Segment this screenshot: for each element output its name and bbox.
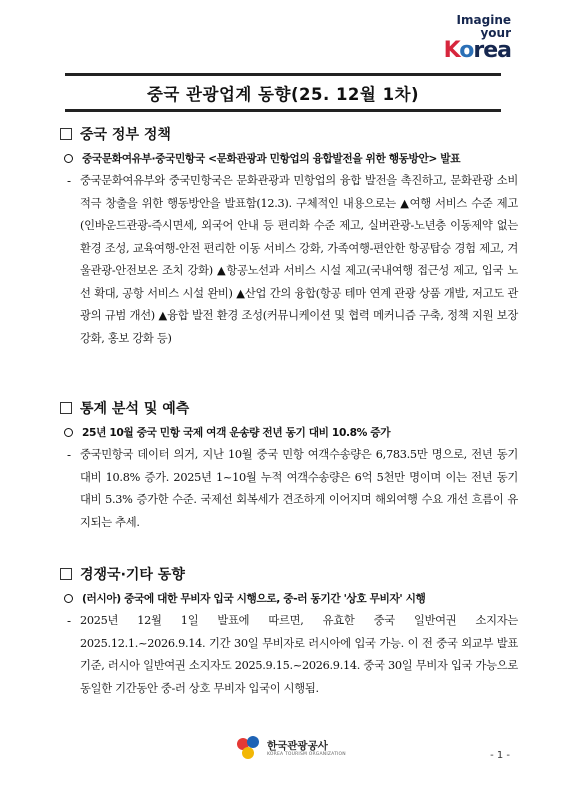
document-title: 중국 관광업계 동향(25. 12월 1차)	[146, 84, 420, 104]
section-paragraph: - 2025년 12월 1일 발표에 따르면, 유효한 중국 일반여권 소지자는 2025.12.1.~2026.9.14. 기간 30일 무비자로 러시아에 입국 가능. 이 전 중국 외교부 발표 기준, 러시아 일반여권 소지자도 2025.9.15.~2026.9.14. 중국 30일 무비자 입국 가능으로 동일한 기간동안 중-러 상호 무비자 입국이 시행됨.	[58, 610, 518, 700]
circle-bullet-icon	[64, 154, 73, 163]
page-number: - 1 -	[490, 750, 510, 761]
document-title-box	[65, 73, 501, 112]
circle-bullet-icon	[64, 428, 73, 437]
section-bullet: 25년 10월 중국 민항 국제 여객 운송량 전년 동기 대비 10.8% 증가	[58, 425, 518, 440]
circle-bullet-icon	[64, 594, 73, 603]
checkbox-square-icon	[60, 402, 72, 414]
kto-subtitle: KOREA TOURISM ORGANIZATION	[267, 751, 346, 757]
checkbox-square-icon	[60, 128, 72, 140]
section-heading: 경쟁국·기타 동향	[58, 564, 518, 584]
kto-logo	[237, 733, 346, 763]
section-paragraph: - 중국문화여유부와 중국민항국은 문화관광과 민항업의 융합 발전을 촉진하고, 문화관광 소비 적극 창출을 위한 행동방안을 발표함(12.3). 구체적인 내용으로는 ▲여행 서비스 수준 제고(인바운드관광-즉시면세, 외국어 안내 등 편리화 수준 제고, 실버관광-노년층 이동제약 없는 환경 조성, 교육여행-안전 편리한 이동 서비스 강화, 가족여행-편안한 항공탑승 경험 제고, 겨울관광-안전보온 조치 강화) ▲항공노선과 서비스 시설 제고(국내여행 접근성 제고, 입국 노선 확대, 공항 서비스 시설 완비) ▲산업 간의 융합(항공 테마 연계 관광 상품 개발, 저고도 관광의 규범 개선) ▲융합 발전 환경 조성(커뮤니케이션 및 협력 메커니즘 구축, 정책 지원 보장 강화, 홍보 강화 등)	[58, 170, 518, 350]
section-heading: 통계 분석 및 예측	[58, 398, 518, 418]
logo-line-your: your	[480, 26, 511, 40]
dash-marker: -	[66, 614, 72, 628]
checkbox-square-icon	[60, 568, 72, 580]
section-paragraph: - 중국민항국 데이터 의거, 지난 10월 중국 민항 여객수송량은 6,783.5만 명으로, 전년 동기 대비 10.8% 증가. 2025년 1~10월 누적 여객수송량은 6억 5천만 명이며 이는 전년 동기 대비 5.3% 증가한 수준. 국제선 회복세가 견조하게 이어지며 해외여행 수요 개선 흐름이 유지되는 추세.	[58, 444, 518, 534]
section-china-policy	[58, 124, 518, 350]
section-heading: 중국 정부 정책	[58, 124, 518, 144]
dash-marker: -	[66, 174, 72, 188]
section-competitors	[58, 564, 518, 700]
kto-name: 한국관광공사	[267, 739, 328, 752]
section-bullet: 중국문화여유부·중국민항국 <문화관광과 민항업의 융합발전을 위한 행동방안> 발표	[58, 151, 518, 166]
kto-emblem-icon	[237, 736, 261, 760]
dash-marker: -	[66, 448, 72, 462]
logo-line-imagine: Imagine	[456, 13, 511, 27]
section-bullet: (러시아) 중국에 대한 무비자 입국 시행으로, 중-러 동기간 '상호 무비자' 시행	[58, 591, 518, 606]
imagine-your-korea-logo	[433, 14, 511, 68]
section-statistics	[58, 398, 518, 534]
logo-word-korea: Korea	[443, 38, 511, 63]
